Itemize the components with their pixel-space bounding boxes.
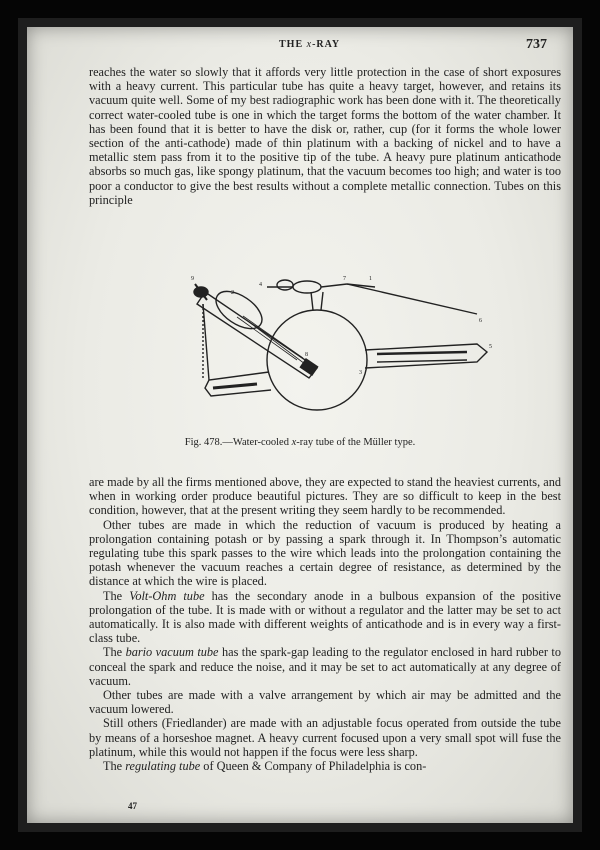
figure-label: 3 <box>359 370 362 376</box>
bottom-text-block <box>89 475 561 773</box>
figure-label: 8 <box>305 352 308 358</box>
paragraph: The regulating tube of Queen & Company of Philadelphia is con- <box>103 759 427 774</box>
figure-x-ray-tube <box>147 272 507 422</box>
figure-label: 7 <box>343 276 346 282</box>
figure-label: 6 <box>479 318 482 324</box>
figure-label: 4 <box>259 282 262 288</box>
figure-label: 1 <box>369 276 372 282</box>
paragraph: Other tubes are made in which the reduction of vacuum is produced by heating a prolongation containing potash or by passing a spark through it. In Thompson’s automatic regulating tube this spark passes to the wire which leads into the prolongation containing the potash whenever the vacuum reaches a certain degree of resistance, as determined by the distance at which the wire is placed. <box>89 517 561 589</box>
figure-label: 5 <box>489 344 492 350</box>
page-header <box>27 39 573 59</box>
running-title: THE x-RAY <box>279 39 341 50</box>
paragraph: Still others (Friedlander) are made with an adjustable focus operated from outside the tube by means of a horseshoe magnet. A heavy current focused upon a very small spot will fuse the platinum, while this would not happen if the focus were less sharp. <box>89 716 561 759</box>
paragraph: The bario vacuum tube has the spark-gap leading to the regulator enclosed in hard rubber to conceal the spark and reduce the noise, and it may be set to act automatically at any degree of vacuum. <box>89 645 561 688</box>
page-number: 737 <box>526 37 547 52</box>
muller-tube-illustration <box>147 272 507 422</box>
paragraph: Other tubes are made with a valve arrangement by which air may be admitted and the vacuum lowered. <box>89 688 561 717</box>
paragraph: reaches the water so slowly that it affords very little protection in the case of short exposures with a heavy current. This particular tube has quite a heavy target, however, and retains its vacuum quite well. Some of my best radiographic work has been done with it. The theoretically correct water-cooled tube is one in which the target forms the bottom of the water chamber. It has been found that it is better to have the disk or, rather, cup (for it forms the whole lower section of the anti-cathode) made of thin platinum with a backing of nickel and to have a metallic stem pass from it to the positive tip of the tube. A heavy pure platinum anticathode absorbs so much gas, like spongy platinum, that the vacuum becomes too high; and water is too poor a conductor to give the best results without a complete metallic connection. Tubes on this principle <box>89 65 561 207</box>
figure-label: 2 <box>231 290 234 296</box>
figure-label: 9 <box>191 276 194 282</box>
signature-mark: 47 <box>128 801 137 811</box>
figure-caption: Fig. 478.—Water-cooled x-ray tube of the Müller type. <box>184 437 416 448</box>
paragraph: are made by all the firms mentioned above, they are expected to stand the heaviest currents, and when in working order produce beautiful pictures. They are so difficult to keep in the best condition, however, that at the present writing they seem hardly to be recommended. <box>89 475 561 518</box>
paragraph: The Volt-Ohm tube has the secondary anode in a bulbous expansion of the positive prolongation of the tube. It is made with or without a regulator and the latter may be set to act automatically. It is also made with different weights of anticathode and is in every way a first-class tube. <box>89 588 561 646</box>
book-page <box>27 27 573 823</box>
top-text-block <box>89 65 561 207</box>
